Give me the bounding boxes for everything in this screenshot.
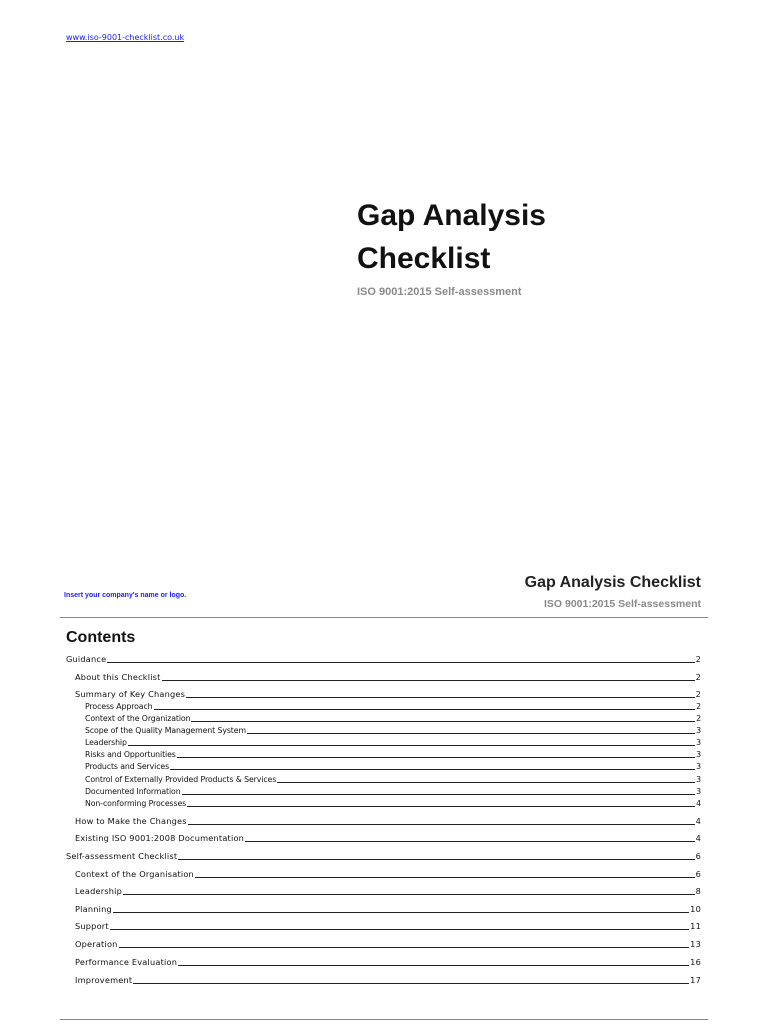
toc-entry[interactable] (66, 851, 701, 862)
toc-leader-line (178, 965, 689, 966)
toc-leader-line (188, 824, 695, 825)
toc-entry-label: Non-conforming Processes (85, 799, 187, 808)
toc-entry-label: Support (75, 921, 109, 931)
footer-divider (60, 1019, 708, 1020)
toc-entry-page: 4 (696, 799, 701, 808)
toc-entry-label: About this Checklist (75, 672, 161, 682)
toc-leader-line (182, 794, 696, 795)
toc-entry-page: 6 (695, 851, 701, 861)
cover-title-line-2: Checklist (357, 242, 491, 275)
toc-entry[interactable] (75, 904, 701, 915)
toc-entry[interactable] (75, 689, 701, 700)
toc-leader-line (128, 745, 695, 746)
toc-leader-line (119, 947, 690, 948)
toc-leader-line (110, 929, 689, 930)
toc-entry[interactable] (85, 749, 701, 760)
website-link[interactable]: www.iso-9001-checklist.co.uk (66, 33, 185, 42)
toc-leader-line (187, 806, 695, 807)
toc-entry-label: Improvement (75, 975, 133, 985)
toc-entry-label: Planning (75, 904, 112, 914)
toc-entry[interactable] (75, 833, 701, 844)
toc-entry-page: 3 (696, 738, 701, 747)
toc-entry[interactable] (75, 869, 701, 880)
toc-entry[interactable] (85, 737, 701, 748)
cover-subtitle: ISO 9001:2015 Self-assessment (357, 286, 522, 298)
toc-leader-line (113, 912, 689, 913)
toc-entry-label: Operation (75, 939, 118, 949)
toc-entry-page: 2 (695, 672, 701, 682)
toc-entry[interactable] (85, 713, 701, 724)
toc-entry-label: Documented Information (85, 787, 181, 796)
toc-entry-label: Scope of the Quality Management System (85, 726, 246, 735)
toc-leader-line (162, 680, 695, 681)
toc-entry-label: Process Approach (85, 702, 153, 711)
toc-entry-page: 16 (690, 957, 701, 967)
toc-entry-page: 3 (696, 750, 701, 759)
toc-leader-line (178, 859, 694, 860)
toc-entry-page: 2 (695, 654, 701, 664)
toc-leader-line (195, 877, 695, 878)
cover-title-line-1: Gap Analysis (357, 199, 546, 232)
toc-entry-page: 3 (696, 775, 701, 784)
toc-entry-page: 2 (696, 714, 701, 723)
toc-leader-line (245, 841, 695, 842)
toc-entry-page: 10 (690, 904, 701, 914)
toc-entry-page: 11 (690, 921, 701, 931)
toc-leader-line (107, 662, 694, 663)
toc-entry-label: Summary of Key Changes (75, 689, 186, 699)
toc-entry-label: Risks and Opportunities (85, 750, 176, 759)
toc-leader-line (154, 709, 696, 710)
toc-entry-page: 17 (690, 975, 701, 985)
toc-entry-page: 8 (695, 886, 701, 896)
cover-title (357, 194, 657, 280)
toc-entry[interactable] (75, 672, 701, 683)
toc-entry-label: Products and Services (85, 762, 170, 771)
toc-entry[interactable] (75, 939, 701, 950)
header-divider (60, 617, 708, 618)
toc-entry-label: Context of the Organisation (75, 869, 194, 879)
toc-leader-line (170, 769, 695, 770)
toc-entry[interactable] (75, 816, 701, 827)
toc-entry-label: Leadership (75, 886, 122, 896)
toc-entry-label: Leadership (85, 738, 127, 747)
toc-leader-line (191, 721, 695, 722)
company-logo-placeholder: Insert your company's name or logo. (64, 592, 187, 599)
toc-entry[interactable] (75, 921, 701, 932)
toc-leader-line (277, 782, 695, 783)
toc-entry-label: Control of Externally Provided Products & Services (85, 775, 277, 784)
toc-leader-line (133, 983, 689, 984)
toc-entry-label: Existing ISO 9001:2008 Documentation (75, 833, 245, 843)
header-title: Gap Analysis Checklist (524, 574, 701, 591)
toc-entry-label: Performance Evaluation (75, 957, 178, 967)
toc-entry[interactable] (85, 798, 701, 809)
toc-entry-page: 4 (695, 816, 701, 826)
toc-entry-page: 13 (690, 939, 701, 949)
toc-entry-page: 3 (696, 726, 701, 735)
toc-entry-label: Self-assessment Checklist (66, 851, 178, 861)
toc-entry-page: 2 (695, 689, 701, 699)
toc-entry[interactable] (85, 774, 701, 785)
toc-entry-label: How to Make the Changes (75, 816, 187, 826)
toc-entry-page: 3 (696, 787, 701, 796)
toc-entry-label: Guidance (66, 654, 107, 664)
header-subtitle: ISO 9001:2015 Self-assessment (543, 598, 701, 610)
toc-leader-line (186, 697, 694, 698)
toc-leader-line (177, 757, 695, 758)
toc-entry-page: 2 (696, 702, 701, 711)
toc-entry[interactable] (85, 761, 701, 772)
toc-entry[interactable] (75, 957, 701, 968)
toc-entry-page: 4 (695, 833, 701, 843)
toc-leader-line (123, 894, 695, 895)
toc-leader-line (247, 733, 695, 734)
toc-entry-label: Context of the Organization (85, 714, 191, 723)
toc-entry[interactable] (75, 886, 701, 897)
contents-heading: Contents (66, 629, 136, 646)
toc-entry-page: 6 (695, 869, 701, 879)
toc-entry[interactable] (85, 786, 701, 797)
toc-entry[interactable] (85, 725, 701, 736)
toc-entry[interactable] (66, 654, 701, 665)
toc-entry[interactable] (85, 701, 701, 712)
toc-entry[interactable] (75, 975, 701, 986)
toc-entry-page: 3 (696, 762, 701, 771)
